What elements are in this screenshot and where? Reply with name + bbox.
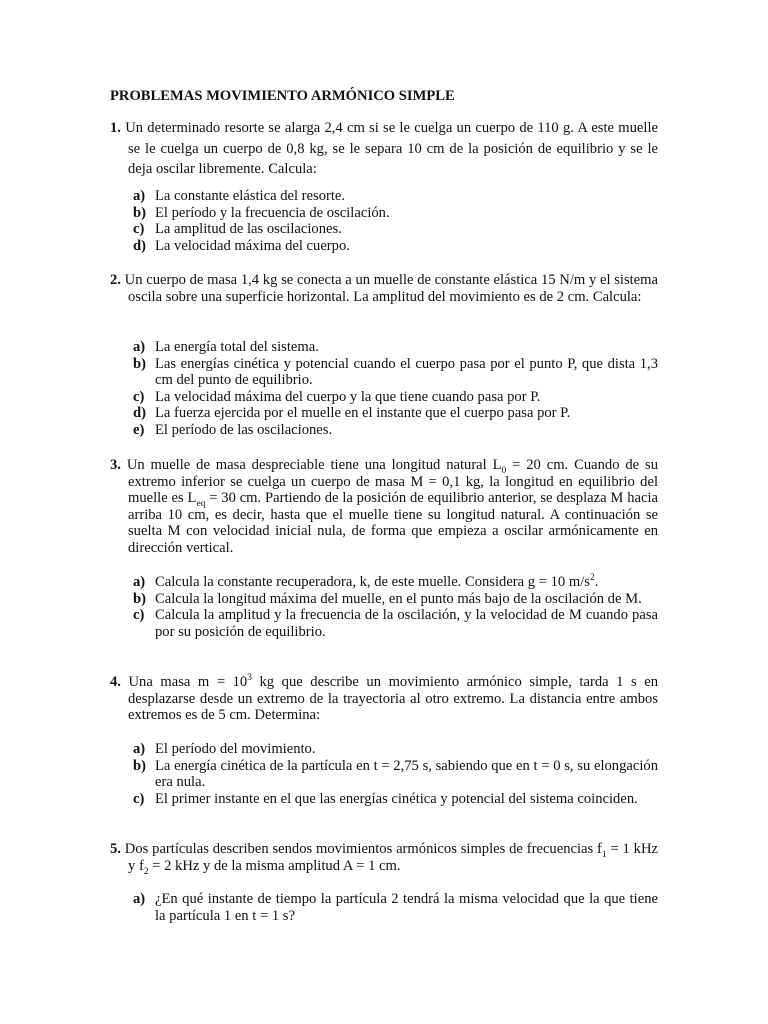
problem-5: 5. Dos partículas describen sendos movimientos armónicos simples de frecuencias $f_1 = 1$ kHz y $f_2 = 2$ kHz y de la misma amplitud A = 1 cm.: [110, 841, 658, 877]
document-title: PROBLEMAS MOVIMIENTO ARMÓNICO SIMPLE: [110, 88, 455, 104]
question-item: c) La amplitud de las oscilaciones.: [133, 221, 342, 238]
question-item: c) El primer instante en el que las energías cinética y potencial del sistema coinciden.: [133, 790, 638, 807]
question-item: a) La constante elástica del resorte.: [133, 188, 346, 204]
problem-4-questions: [133, 741, 658, 807]
question-item: a) Calcula la constante recuperadora, k, de este muelle. Considera g = 10 $m/s^2$.: [133, 573, 599, 590]
question-item: b) Calcula la longitud máxima del muelle, en el punto más bajo de la oscilación de M.: [133, 590, 642, 607]
problem-3: 3. Un muelle de masa despreciable tiene una longitud natural $L_0 = 20$ cm. Cuando de su extremo inferior se cuelga un cuerpo de masa M = 0,1 kg, la longitud en equilibrio del muelle es $L_{eq} = 30$ cm. Partiendo de la posición de equilibrio anterior, se desplaza M hacia arriba 10 cm, es decir, hasta que el muelle tiene su longitud natural. A continuación se suelta M con velocidad inicial nula, de forma que empieza a oscilar armónicamente en dirección vertical.: [110, 457, 658, 556]
question-item: e) El período de las oscilaciones.: [133, 421, 333, 438]
problem-4: 4. Una masa $m = 10^3$ kg que describe un movimiento armónico simple, tarda 1 s en desplazarse desde un extremo de la trayectoria al otro extremo. La distancia entre ambos extremos es de 5 cm. Determina:: [110, 673, 659, 724]
question-item: a) La energía total del sistema.: [133, 339, 319, 355]
question-item: d) La fuerza ejercida por el muelle en el instante que el cuerpo pasa por P.: [133, 405, 571, 422]
problem-2-questions: [133, 339, 658, 439]
question-item: c) La velocidad máxima del cuerpo y la que tiene cuando pasa por P.: [133, 388, 541, 405]
problem-number: 4.: [110, 674, 121, 690]
problem-5-questions: [133, 891, 658, 924]
problem-statement: Un cuerpo de masa 1,4 kg se conecta a un muelle de constante elástica 15 N/m y el sistema oscila sobre una superficie horizontal. La amplitud del movimiento es de 2 cm. Calcula:: [124, 272, 658, 305]
question-item: a) ¿En qué instante de tiempo la partícula 2 tendrá la misma velocidad que la que tiene la partícula 1 en t = 1 s?: [133, 891, 658, 924]
question-item: b) Las energías cinética y potencial cuando el cuerpo pasa por el punto P, que dista 1,3 cm del punto de equilibrio.: [133, 355, 658, 389]
problem-statement: Un determinado resorte se alarga 2,4 cm si se le cuelga un cuerpo de 110 g. A este muelle se le cuelga un cuerpo de 0,8 kg, se le separa 10 cm de la posición de equilibrio y se le deja oscilar libremente. Calcula:: [125, 120, 658, 177]
problem-number: 5.: [110, 841, 121, 857]
problem-1-questions: [133, 188, 658, 254]
problem-2: [110, 272, 658, 305]
question-item: b) La energía cinética de la partícula en t = 2,75 s, sabiendo que en t = 0 s, su elongación era nula.: [133, 757, 658, 791]
problem-1: [110, 118, 658, 180]
problem-number: 1.: [110, 120, 121, 136]
problem-3-questions: [133, 574, 658, 640]
question-item: b) El período y la frecuencia de oscilación.: [133, 204, 390, 221]
question-item: a) El período del movimiento.: [133, 741, 316, 757]
question-item: d) La velocidad máxima del cuerpo.: [133, 237, 350, 254]
problem-number: 2.: [110, 272, 121, 288]
question-item: c) Calcula la amplitud y la frecuencia de la oscilación, y la velocidad de M cuando pasa por su posición de equilibrio.: [133, 607, 658, 640]
problem-number: 3.: [110, 457, 121, 473]
